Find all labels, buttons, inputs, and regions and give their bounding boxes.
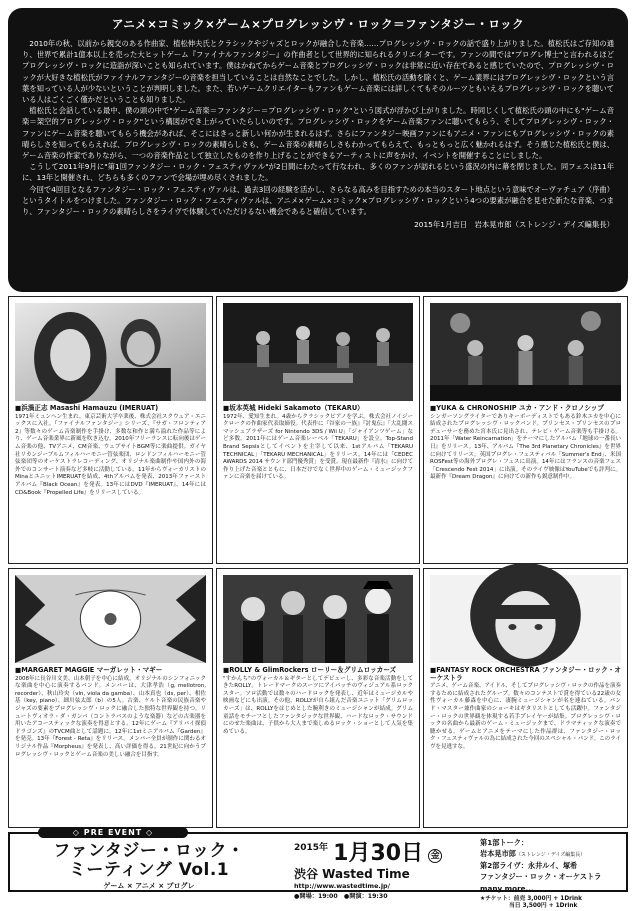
artist-bio: 1971年ミュンヘン生まれ。東京芸術大学卒業後、株式会社スクウェア・エニックスに入社。『ファイナルファンタジー』シリーズ、『サガ・フロンティア2』等数々のゲーム音楽制作を手掛け、多数な和作と満ち溢れた作品等により、ゲーム音楽業界に新風を吹き込む。2010年フリーランスに転向後はゲーム音楽の他、TVアニメ、CM音楽、ウェブサイトBGM等に楽曲提供。ガイヤ社リカンジーブルムフィルハーモニー管弦楽団、ロンドンフィルハーモニー管弦楽団等のオーケストラレコーディング、オリジナル楽曲制作や国内外の海外でのコンサート演奏など多岐に活動している。11年からヴォーカリストのMinaとユニットIMERUATを結成、4thアルバムを発表、2013年ファーストアルバム『Black Ocean』を発表。13年にはDVD『IMERUAT』、14年にはCD&Book『Propelled Life』をリリースしている。 — [15, 413, 206, 496]
artist-name: ■ YUKA & CHRONOSHIP ユカ・アンド・クロノシップ — [430, 405, 621, 413]
lineup-item: ファンタジー・ロック・オーケストラ — [480, 872, 602, 882]
intro-paragraph: こうして2011年9月に"第1回ファンタジー・ロック・フェスティヴァル"が2日間にわたって行なわれ、多くのファンが訪れるという盛況の内に幕を閉じました。同フェスは11年に、13年と開催され、どちらも多くのファンで会場が埋め尽くされました。 — [22, 162, 614, 183]
event-lineup — [480, 838, 626, 911]
artist-photo — [223, 575, 413, 663]
event-day-of-week: 金 — [428, 849, 442, 863]
artist-card-rolly — [216, 568, 420, 828]
lineup-item: 第1部トーク： — [480, 838, 529, 847]
artist-card-yuka — [423, 296, 628, 564]
band-group-image — [223, 575, 413, 663]
lineup-item: 第2部ライヴ：永井ルイ、塚希 — [480, 860, 578, 870]
intro-body — [22, 38, 614, 217]
intro-paragraph: 今回で4回目となるファンタジー・ロック・フェスティヴァルは、過去3回の経験を活かし、さらなる高みを目指すための本当のスタート地点という意味でオーヴァチュア（序曲）というタイトルをつけました。ファンタジー・ロック・フェスティヴァルは、アニメ×ゲーム×コミック×プログレッシヴ・ロックという4つの要素が融合を見せた新たな音楽、つまり、ファンタジー・ロックの素晴らしさをライヴで体験していただけるない機会であると確信しています。 — [22, 184, 614, 217]
artist-card-margaret-maggie — [8, 568, 213, 828]
forest-band-image — [15, 575, 206, 663]
artist-card-fantasy-rock-orchestra — [423, 568, 628, 828]
intro-paragraph: 2010年の秋、以前から親交のある作曲家、植松伸夫氏とクラシックやジャズとロックが融合した音楽……プログレッシヴ・ロックの話で盛り上がりました。植松氏はご存知の通り、世界で累計1億本以上を売った大ヒットゲーム『ファイナルファンタジー』の作曲者として世界的に知られるクリエイターです。ファンの間では"プログレ博士"と言われるほどプログレッシヴ・ロックに造詣が深いことも知られています。僕はかねてからゲーム音楽とプログレッシヴ・ロックは非常に近い存在であると感じていたので、プログレッシヴ・ロックが大好きな植松氏がファイナルファンタジーの音楽を担当していることは自然なことでした。しかし、植松氏の活動を除くと、ゲーム業界にはプログレッシヴ・ロックという言葉を知っている人が少ないということが判明しました。また、若いゲームクリエイターもファンもゲーム音楽には詳しくてもそのルーツともいえるプログレッシヴ・ロックを聴いている人はごくごく僅かだということも知りました。 — [22, 39, 614, 105]
intro-box — [8, 8, 628, 292]
event-year: 2015年 — [294, 843, 329, 853]
artist-bio: シンガーソングライターでありキーボーディストでもある鈴木ユカを中心に結成されたプログレッシヴ・ロックバンド。プリンセス・プリンセスのプロデューサーを務めた宮本氏に見出され、テレビ・ゲーム音楽等も手掛ける。2011年「Water Reincarnation」をテーマにしたアルバム『地球の一番長い日』をリリース。13年、アルバム『The 3rd Planetary Chronicles』を世界に向けてリリース。英国プログレ・フェスティバル「Summer's End」、米国ROSFest等の海外プログレ・フェスに出演。14年にはフランスの音楽フェス「Crescendo Fest 2014」に出演。そのライヴ映像はYouTubeでも評判に。最新作『Dream Dragon』に向けての新作も鋭意制作中。 — [430, 413, 621, 481]
ticket-door: 当日 3,500円 + 1Drink — [480, 903, 578, 910]
event-title-line2: ミーティング Vol.1 — [68, 860, 230, 880]
artist-card-hamauzu — [8, 296, 213, 564]
portrait-image — [15, 303, 206, 401]
artist-bio: アニメ、ゲーム音楽、アイドル、そしてプログレッシヴ・ロックの作品を演奏するために結成されたグループ。数々のコンテストで賞を得ている22歳の女性ヴォーカル藤森を中心に、凄腕ミュージシャンが名を連ねている。バンド・マスター兼作曲家のショーキはギタリストとしても活躍中。ファンタジー・ロックの世界観を体現する若手プレイヤーが結集。プログレッシヴ・ロックの名曲から最新のゲーム・ミュージックまで、ドラマティックな演奏で聴かせる。ゲームとアニメをテーマにした作品群は、ファンタジー・ロック・フェスティヴァルの為に結成された今回のスペシャル・バンド。このライヴを見逃すな。 — [430, 683, 621, 750]
artist-name: ■ 浜渦正志 Masashi Hamauzu (IMERUAT) — [15, 405, 206, 413]
artist-photo — [430, 303, 621, 401]
artist-photo — [223, 303, 413, 401]
artist-caption — [15, 667, 206, 759]
vocalist-portrait-image — [430, 575, 621, 663]
ticket-info — [480, 896, 626, 911]
lineup-item: 岩本晃市郎（ストレンジ・デイズ編集長） — [480, 849, 586, 859]
intro-paragraph: 植松氏と会話している最中、僕の頭の中で"ゲーム音楽＝ファンタジー＝プログレッシヴ・ロック"という図式が浮かび上がりました。時同じくして植松氏の頭の中にも"ゲーム音楽＝架空的プログレッシヴ・ロック"という構図ができ上がっていたらしいのです。プログレッシヴ・ロックをゲーム音楽ファンに聴いてもらう、そしてプログレッシヴ・ロック・ファンにゲーム音楽を聴いてもらう機会があれば、そこにはきっと新しい何かが生まれるはず。さらにファンタジー映画ファンにもアニメ・ファンにもプログレッシヴ・ロックの素晴らしさを知ってもらえれば、プログレッシヴ・ロックの素晴らしさも、ゲーム音楽の素晴らしさもわかってもらえて、もっともっと広く魅かれるはず。そう感じた植松氏と僕は、ゲーム音楽の作家でありながら、一つの音楽作品として独立したものを作り上げることができるアーティストに声をかけ、イベントを開催することにしました。 — [22, 106, 614, 161]
artist-name: ■ MARGARET MAGGIE マーガレット・マギー — [15, 667, 206, 675]
artist-name: ■ ROLLY & GlimRockers ローリー＆グリムロッカーズ — [223, 667, 413, 675]
artist-caption — [430, 405, 621, 482]
artist-photo — [15, 303, 206, 401]
ticket-advance: ★チケット：前売 3,000円 + 1Drink — [480, 896, 582, 903]
artist-caption — [15, 405, 206, 497]
artist-bio: "すかんち"のヴォーカル＆ギターとしてデビューし、多彩な音楽活動をしてきたROLLY。トレードマークのスーツにアイパッチのヴィジュアル系ロックスター。ソロ活動では数々のハードロックを発表し、近年はミュージカルや映画などにも出演。その他、ROLLYが自ら組んだ音楽ユニット「グリムロッカーズ」は、ROLLYをはじめとした腕利きのミュージシャンが結成。グリム童話をモチーフとしたファンタジックな世界観、ハードなロック・サウンドにのせた楽曲は、子供から大人まで楽しめるロック・ショーとして人気を集めている。 — [223, 675, 413, 735]
event-banner — [8, 828, 628, 910]
artist-caption — [223, 405, 413, 482]
event-venue: 渋谷 Wasted Time — [294, 867, 410, 881]
artist-photo — [15, 575, 206, 663]
artist-bio: 2008年に長谷川文美、山本朝子を中心に結成。オリジナルのシンフォニックな楽曲を中心に演奏するバンド。メンバーは、大津孝浩（g, mellotron, recorder）、秋山玲央（vln, viola da gamba）、山本真也（ds, per）、相佐基（key, piano）、細川弦太郎（b）の5人。古楽、ケルト音楽の民族音楽やジャズの要素をプログレッシヴ・ロックに融合した独特な世界観を持つ。リュートヴィオラ・ダ・ガンバ（コントラバスのような楽器）などの古楽器を用いたアコースティックな演奏を得意とする。12年にゲーム『アリバイ探偵ドラゴンズ』のTVCM曲として話題に。12年に1stミニアルバム『Garden』を発売。13年『Forest - Reta』をリリース。メンバー全員が制作に関わるオリジナル作品『Morpheus』を発表し、高い評価を得る。21世紀に向かうプログレッシヴ・ロックとゲーム音楽の美しい融合を目指す。 — [15, 675, 206, 758]
intro-signature: 2015年1月吉日 岩本晃市郎（ストレンジ・デイズ編集長） — [414, 220, 614, 230]
event-subtitle: ゲーム × アニメ × プログレ — [103, 882, 195, 890]
artist-card-sakamoto — [216, 296, 420, 564]
artist-caption — [430, 667, 621, 752]
event-title — [20, 842, 278, 880]
lineup-item: many more... — [480, 883, 534, 893]
artist-bio: 1972年、愛知生まれ。4歳からクラシックピアノを学ぶ。株式会社ノイジークロークの作曲家代表取締役。代表作に『谷家の一族』『討鬼伝』「大乱闘スマッシュブラザーズ for Nintendo 3DS / Wii U」「ジャイアンツゲーム」など多数。2011年にはゲーム音楽レーベル「TEKARU」を設立。Top-Stand Brand Sepsisとしてイベントを主宰して以来、1stアルバム「TEKARU TECHNICAL」「TEKARU MECHANICAL」をリリース。14年には「CEDEC AWARDS 2014 サウンド部門優秀賞」を受賞。現在最新作『清水』に向けて作り上げた音楽とともに、日本だけでなく世界中のゲーム・ミュージックファンに音楽を届けている。 — [223, 413, 413, 481]
event-title-line1: ファンタジー・ロック・ — [53, 841, 245, 861]
event-times: ●開場：19:00 ●開演：19:30 — [294, 893, 388, 900]
band-stage-image — [223, 303, 413, 401]
event-date-block — [294, 836, 479, 900]
artist-caption — [223, 667, 413, 736]
artist-name: ■ FANTASY ROCK ORCHESTRA ファンタジー・ロック・オーケストラ — [430, 667, 621, 682]
artist-photo — [430, 575, 621, 663]
band-live-image — [430, 303, 621, 401]
intro-title: アニメ×コミック×ゲーム×プログレッシヴ・ロック＝ファンタジー・ロック — [111, 17, 525, 31]
pre-event-label: ◇ PRE EVENT ◇ — [38, 827, 188, 838]
event-url-link[interactable]: http://www.wastedtime.jp/ — [294, 882, 390, 890]
artist-name: ■ 坂本英城 Hideki Sakamoto（TEKARU） — [223, 405, 413, 413]
event-date: 1月30日 — [333, 841, 424, 866]
